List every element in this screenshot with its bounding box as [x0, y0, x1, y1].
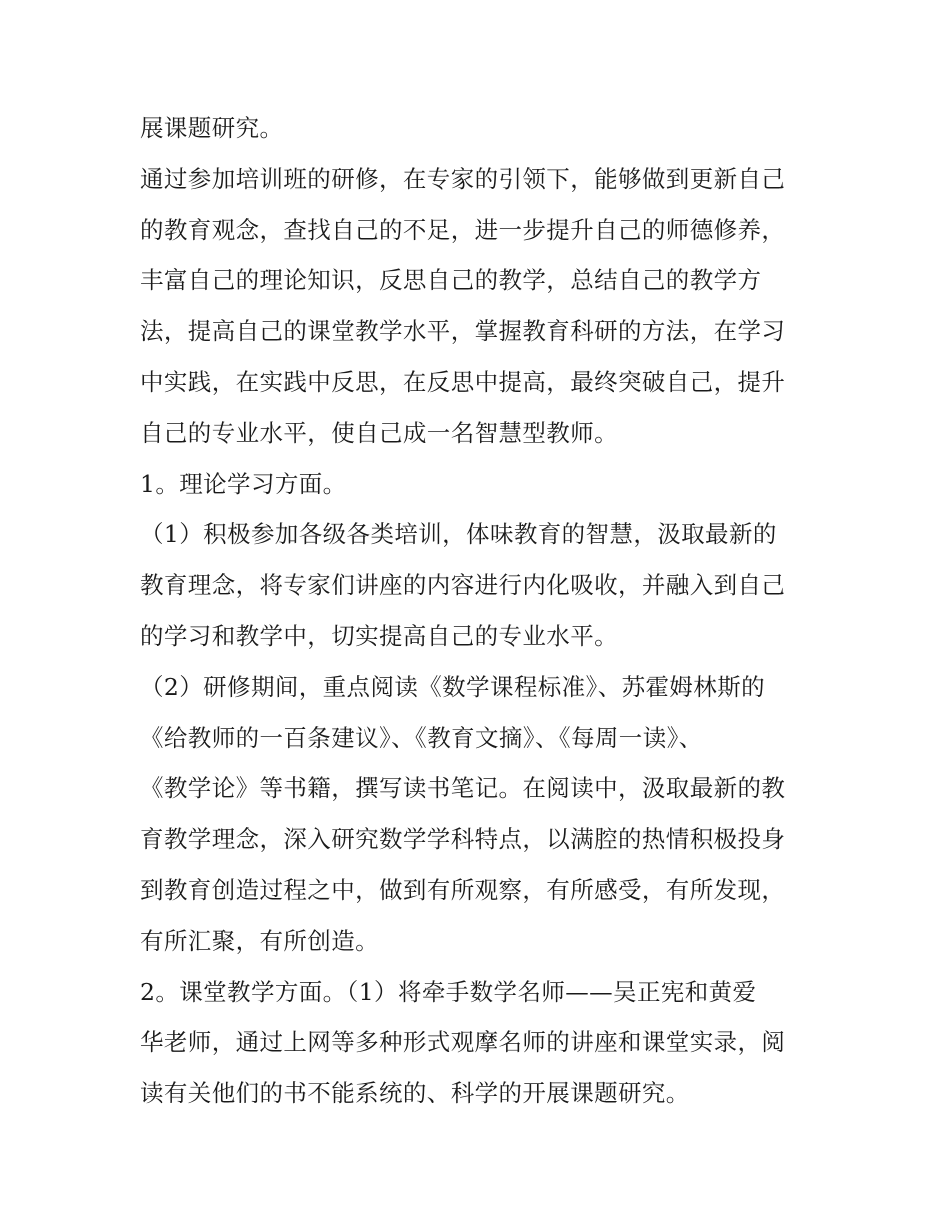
- text-line: 华老师，通过上网等多种形式观摩名师的讲座和课堂实录，阅: [140, 1028, 786, 1057]
- text-line: 通过参加培训班的研修，在专家的引领下，能够做到更新自己: [140, 164, 786, 193]
- text-line: （2）研修期间，重点阅读《数学课程标准》、苏霍姆林斯的: [140, 672, 766, 701]
- text-line: 到教育创造过程之中，做到有所观察，有所感受，有所发现，: [140, 875, 786, 904]
- text-line: 法，提高自己的课堂教学水平，掌握教育科研的方法，在学习: [140, 317, 786, 346]
- text-line: 有所汇聚，有所创造。: [140, 926, 379, 955]
- text-line: 中实践，在实践中反思，在反思中提高，最终突破自己，提升: [140, 367, 786, 396]
- text-line: 展课题研究。: [140, 114, 284, 142]
- document-body: [140, 103, 820, 1119]
- section-heading: 2。课堂教学方面。（1）将牵手数学名师——吴正宪和黄爱: [140, 977, 757, 1006]
- text-line: 教育理念，将专家们讲座的内容进行内化吸收，并融入到自己: [140, 571, 786, 600]
- text-line: 的学习和教学中，切实提高自己的专业水平。: [140, 621, 618, 650]
- text-line: （1）积极参加各级各类培训，体味教育的智慧，汲取最新的: [140, 520, 777, 549]
- section-heading: 1。理论学习方面。: [140, 469, 347, 498]
- text-line: 《教学论》等书籍，撰写读书笔记。在阅读中，汲取最新的教: [140, 774, 786, 803]
- text-line: 自己的专业水平，使自己成一名智慧型教师。: [140, 418, 618, 447]
- text-line: 读有关他们的书不能系统的、科学的开展课题研究。: [140, 1079, 690, 1108]
- text-line: 《给教师的一百条建议》、《教育文摘》、《每周一读》、: [140, 723, 703, 752]
- text-line: 育教学理念，深入研究数学学科特点，以满腔的热情积极投身: [140, 825, 786, 854]
- text-line: 丰富自己的理论知识，反思自己的教学，总结自己的教学方: [140, 266, 762, 295]
- text-line: 的教育观念，查找自己的不足，进一步提升自己的师德修养，: [140, 215, 786, 244]
